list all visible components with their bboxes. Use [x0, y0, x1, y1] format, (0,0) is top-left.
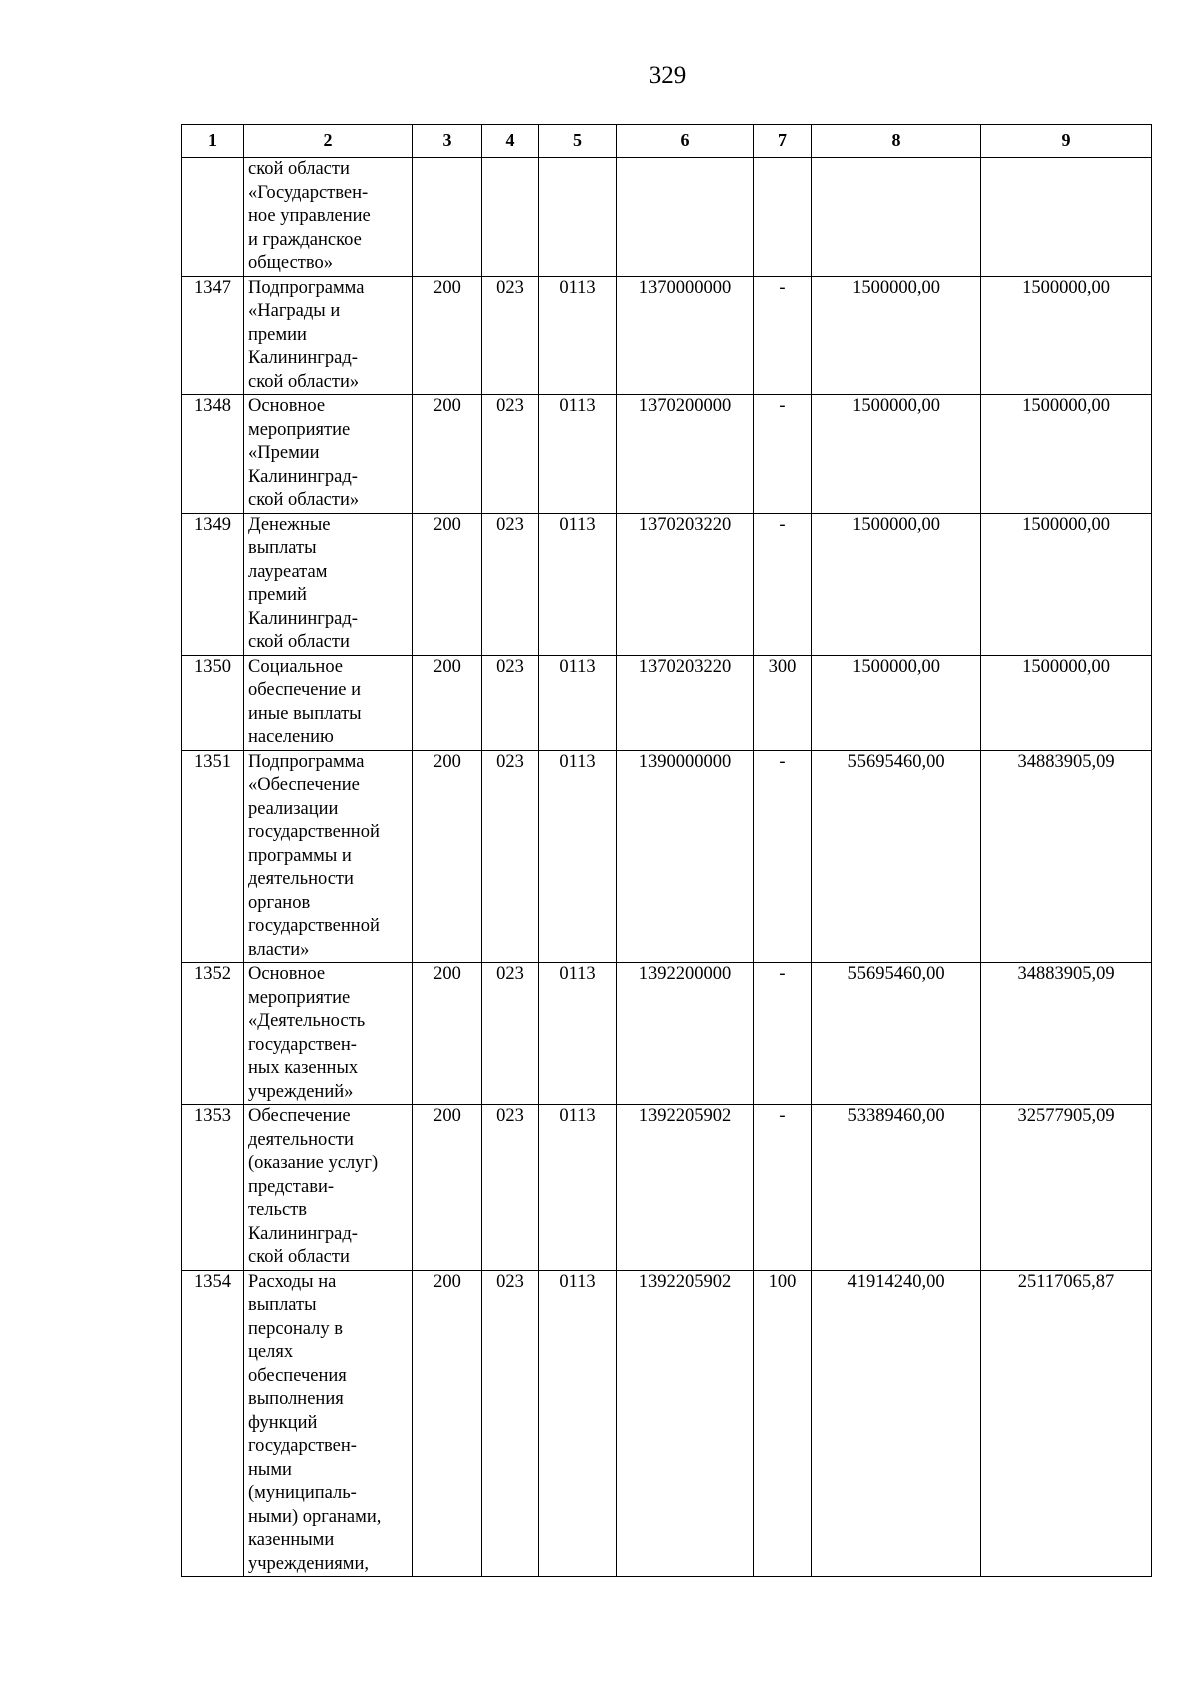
- col-6-code: 1392200000: [617, 963, 754, 1105]
- row-name: [244, 1105, 413, 1271]
- col-4-code: 023: [482, 513, 539, 655]
- col-3-code: 200: [413, 1105, 482, 1271]
- row-name: [244, 963, 413, 1105]
- col-9-amount: 1500000,00: [981, 655, 1152, 750]
- row-name-line: «Государствен-: [248, 182, 369, 203]
- col-6-code: 1370203220: [617, 513, 754, 655]
- row-name-line: деятельности: [248, 869, 354, 889]
- col-4-code: 023: [482, 1270, 539, 1577]
- row-number: 1354: [182, 1270, 244, 1577]
- row-name-line: Социальное: [248, 656, 344, 677]
- row-name-line: ской области: [248, 1247, 350, 1267]
- row-number: 1347: [182, 276, 244, 395]
- col-8-amount: 41914240,00: [812, 1270, 981, 1577]
- row-name-line: ными: [248, 1459, 292, 1480]
- row-name-line: Калининград-: [248, 348, 358, 368]
- header-col-3: 3: [413, 125, 482, 158]
- col-5-code: 0113: [539, 1105, 617, 1271]
- col-7-code: -: [754, 395, 812, 514]
- row-number: 1349: [182, 513, 244, 655]
- col-8-amount: 1500000,00: [812, 395, 981, 514]
- col-7-code: -: [754, 276, 812, 395]
- row-name-line: ской области»: [248, 490, 360, 510]
- table-body: [182, 158, 1152, 1577]
- header-row: [182, 125, 1152, 158]
- table-row: [182, 655, 1152, 750]
- row-name-line: Расходы на: [248, 1271, 337, 1292]
- col-5-code: 0113: [539, 1270, 617, 1577]
- budget-table: [181, 124, 1152, 1577]
- col-5-code: 0113: [539, 750, 617, 963]
- row-name: [244, 158, 413, 277]
- row-name-line: Обеспечение: [248, 1106, 351, 1126]
- row-name-line: обеспечение и: [248, 680, 362, 700]
- row-number: [182, 158, 244, 277]
- col-4-code: [482, 158, 539, 277]
- table-row: [182, 1270, 1152, 1577]
- row-name-line: иные выплаты: [248, 703, 362, 724]
- col-6-code: 1392205902: [617, 1105, 754, 1271]
- row-name-line: органов: [248, 892, 311, 913]
- row-name-line: Подпрограмма: [248, 751, 365, 772]
- row-name: [244, 276, 413, 395]
- row-name-line: ных казенных: [248, 1058, 359, 1078]
- col-7-code: -: [754, 963, 812, 1105]
- row-name-line: лауреатам: [248, 561, 328, 582]
- row-name-line: Основное: [248, 964, 326, 984]
- col-5-code: 0113: [539, 276, 617, 395]
- row-name-line: власти»: [248, 939, 310, 960]
- row-name-line: «Награды и: [248, 301, 341, 321]
- row-name-line: ными) органами,: [248, 1506, 382, 1527]
- row-name-line: государственной: [248, 916, 380, 936]
- row-name-line: ской области: [248, 632, 350, 652]
- col-3-code: [413, 158, 482, 277]
- row-name-line: тельств: [248, 1200, 307, 1220]
- row-name-line: государственной: [248, 822, 380, 842]
- col-8-amount: 55695460,00: [812, 750, 981, 963]
- row-number: 1350: [182, 655, 244, 750]
- col-8-amount: 55695460,00: [812, 963, 981, 1105]
- table-row: [182, 513, 1152, 655]
- row-name-line: реализации: [248, 798, 339, 819]
- col-9-amount: 1500000,00: [981, 395, 1152, 514]
- row-name-line: казенными: [248, 1530, 335, 1550]
- col-7-code: -: [754, 513, 812, 655]
- table-row: [182, 1105, 1152, 1271]
- row-name-line: «Деятельность: [248, 1011, 366, 1031]
- table-row: [182, 963, 1152, 1105]
- row-name: [244, 395, 413, 514]
- col-9-amount: 1500000,00: [981, 513, 1152, 655]
- col-5-code: 0113: [539, 513, 617, 655]
- header-col-9: 9: [981, 125, 1152, 158]
- row-name-line: Калининград-: [248, 466, 358, 487]
- col-6-code: 1392205902: [617, 1270, 754, 1577]
- row-number: 1352: [182, 963, 244, 1105]
- header-col-8: 8: [812, 125, 981, 158]
- col-6-code: 1370203220: [617, 655, 754, 750]
- col-4-code: 023: [482, 655, 539, 750]
- col-3-code: 200: [413, 750, 482, 963]
- row-name-line: Калининград-: [248, 1223, 358, 1244]
- row-name-line: (оказание услуг): [248, 1153, 379, 1173]
- row-name: [244, 1270, 413, 1577]
- col-4-code: 023: [482, 963, 539, 1105]
- row-name-line: обеспечения: [248, 1365, 347, 1386]
- col-3-code: 200: [413, 1270, 482, 1577]
- col-4-code: 023: [482, 395, 539, 514]
- row-name-line: государствен-: [248, 1436, 357, 1456]
- col-4-code: 023: [482, 750, 539, 963]
- row-name-line: выплаты: [248, 538, 317, 558]
- col-6-code: 1370000000: [617, 276, 754, 395]
- col-9-amount: [981, 158, 1152, 277]
- col-9-amount: 34883905,09: [981, 750, 1152, 963]
- header-col-7: 7: [754, 125, 812, 158]
- col-8-amount: 53389460,00: [812, 1105, 981, 1271]
- col-6-code: 1390000000: [617, 750, 754, 963]
- col-9-amount: 32577905,09: [981, 1105, 1152, 1271]
- row-name-line: мероприятие: [248, 987, 351, 1008]
- row-name-line: Основное: [248, 396, 326, 416]
- row-name-line: функций: [248, 1412, 318, 1433]
- row-name-line: персоналу в: [248, 1318, 343, 1339]
- col-6-code: [617, 158, 754, 277]
- col-5-code: 0113: [539, 963, 617, 1105]
- header-col-6: 6: [617, 125, 754, 158]
- row-name-line: «Премии: [248, 443, 320, 463]
- row-name-line: учреждениями,: [248, 1553, 369, 1574]
- row-name-line: деятельности: [248, 1129, 354, 1150]
- row-name-line: населению: [248, 727, 334, 747]
- header-col-4: 4: [482, 125, 539, 158]
- table-header: [182, 125, 1152, 158]
- row-name-line: выплаты: [248, 1295, 317, 1315]
- col-5-code: [539, 158, 617, 277]
- col-9-amount: 1500000,00: [981, 276, 1152, 395]
- col-7-code: [754, 158, 812, 277]
- col-7-code: 300: [754, 655, 812, 750]
- col-7-code: -: [754, 1105, 812, 1271]
- col-4-code: 023: [482, 276, 539, 395]
- row-number: 1351: [182, 750, 244, 963]
- page-number: 329: [648, 62, 687, 89]
- row-name-line: премии: [248, 324, 307, 345]
- row-name-line: программы и: [248, 845, 352, 866]
- row-name-line: целях: [248, 1342, 294, 1362]
- col-8-amount: 1500000,00: [812, 655, 981, 750]
- row-name-line: Денежные: [248, 514, 331, 535]
- row-name-line: учреждений»: [248, 1081, 354, 1102]
- col-9-amount: 25117065,87: [981, 1270, 1152, 1577]
- row-name-line: (муниципаль-: [248, 1483, 357, 1503]
- row-name: [244, 513, 413, 655]
- col-8-amount: 1500000,00: [812, 276, 981, 395]
- col-3-code: 200: [413, 655, 482, 750]
- table-row: [182, 158, 1152, 277]
- row-name-line: государствен-: [248, 1034, 357, 1055]
- header-col-2: 2: [244, 125, 413, 158]
- row-name: [244, 750, 413, 963]
- row-name-line: Калининград-: [248, 608, 358, 629]
- col-3-code: 200: [413, 513, 482, 655]
- row-name-line: мероприятие: [248, 419, 351, 440]
- row-number: 1348: [182, 395, 244, 514]
- col-8-amount: [812, 158, 981, 277]
- row-name-line: Подпрограмма: [248, 277, 365, 298]
- col-8-amount: 1500000,00: [812, 513, 981, 655]
- row-name-line: представи-: [248, 1176, 335, 1197]
- col-5-code: 0113: [539, 395, 617, 514]
- col-4-code: 023: [482, 1105, 539, 1271]
- table-row: [182, 750, 1152, 963]
- row-name-line: ное управление: [248, 206, 371, 226]
- table-row: [182, 276, 1152, 395]
- row-name-line: и гражданское: [248, 229, 362, 250]
- row-name-line: премий: [248, 585, 307, 605]
- row-name-line: общество»: [248, 253, 333, 273]
- row-name-line: ской области»: [248, 371, 360, 392]
- col-6-code: 1370200000: [617, 395, 754, 514]
- header-col-5: 5: [539, 125, 617, 158]
- col-3-code: 200: [413, 276, 482, 395]
- row-name-line: ской области: [248, 159, 350, 179]
- col-5-code: 0113: [539, 655, 617, 750]
- row-name-line: выполнения: [248, 1389, 344, 1409]
- col-9-amount: 34883905,09: [981, 963, 1152, 1105]
- col-3-code: 200: [413, 395, 482, 514]
- header-col-1: 1: [182, 125, 244, 158]
- col-7-code: 100: [754, 1270, 812, 1577]
- table-row: [182, 395, 1152, 514]
- col-3-code: 200: [413, 963, 482, 1105]
- row-name: [244, 655, 413, 750]
- col-7-code: -: [754, 750, 812, 963]
- row-name-line: «Обеспечение: [248, 775, 360, 795]
- row-number: 1353: [182, 1105, 244, 1271]
